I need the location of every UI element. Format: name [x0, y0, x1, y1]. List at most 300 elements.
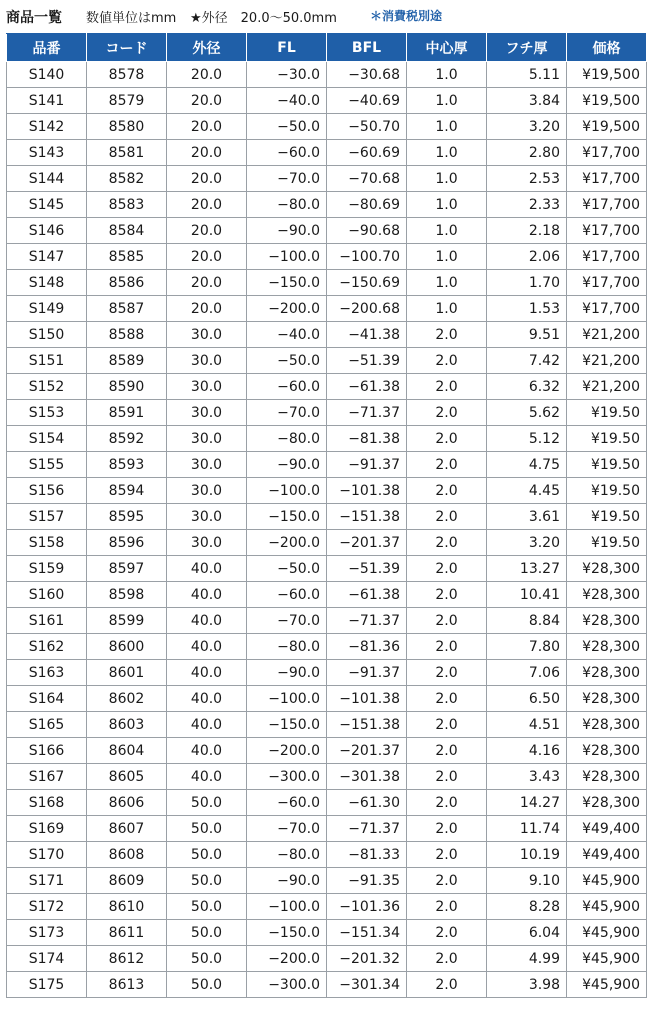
- col-code-cell: 8600: [87, 634, 167, 660]
- col-bfl-cell: −51.39: [327, 556, 407, 582]
- col-edge-thickness-cell: 6.04: [487, 920, 567, 946]
- col-code-cell: 8585: [87, 244, 167, 270]
- col-edge-thickness-cell: 2.80: [487, 140, 567, 166]
- col-edge-thickness-cell: 9.51: [487, 322, 567, 348]
- col-center-thickness-cell: 1.0: [407, 88, 487, 114]
- col-center-thickness-cell: 2.0: [407, 530, 487, 556]
- col-fl-cell: −300.0: [247, 972, 327, 998]
- col-outer-diameter-cell: 30.0: [167, 504, 247, 530]
- table-row: [7, 166, 647, 192]
- col-part-no-cell: S161: [7, 608, 87, 634]
- col-price-cell: ¥45,900: [567, 972, 647, 998]
- col-bfl-cell: −151.38: [327, 712, 407, 738]
- col-edge-thickness-cell: 1.53: [487, 296, 567, 322]
- table-row: [7, 764, 647, 790]
- col-center-thickness-cell: 1.0: [407, 244, 487, 270]
- col-price-cell: ¥19,500: [567, 62, 647, 88]
- col-edge-thickness-cell: 10.19: [487, 842, 567, 868]
- table-row: [7, 946, 647, 972]
- col-outer-diameter-cell: 40.0: [167, 764, 247, 790]
- col-outer-diameter-cell: 50.0: [167, 894, 247, 920]
- col-part-no-cell: S166: [7, 738, 87, 764]
- col-fl-cell: −60.0: [247, 374, 327, 400]
- table-row: [7, 400, 647, 426]
- product-table: [6, 33, 647, 998]
- col-part-no-cell: S157: [7, 504, 87, 530]
- table-row: [7, 920, 647, 946]
- col-center-thickness-cell: 2.0: [407, 452, 487, 478]
- col-edge-thickness-cell: 9.10: [487, 868, 567, 894]
- col-code-cell: 8609: [87, 868, 167, 894]
- col-price-cell: ¥45,900: [567, 946, 647, 972]
- col-code-cell: 8603: [87, 712, 167, 738]
- col-edge-thickness-cell: 4.16: [487, 738, 567, 764]
- table-row: [7, 634, 647, 660]
- col-center-thickness-cell: 2.0: [407, 660, 487, 686]
- col-part-no-cell: S160: [7, 582, 87, 608]
- col-price-cell: ¥28,300: [567, 660, 647, 686]
- col-fl-cell: −200.0: [247, 296, 327, 322]
- col-bfl-cell: −301.34: [327, 972, 407, 998]
- table-row: [7, 790, 647, 816]
- col-fl-cell: −90.0: [247, 660, 327, 686]
- col-part-no-cell: S163: [7, 660, 87, 686]
- col-center-thickness-cell: 2.0: [407, 608, 487, 634]
- col-center-thickness-cell: 2.0: [407, 790, 487, 816]
- table-row: [7, 868, 647, 894]
- col-edge-thickness-cell: 4.51: [487, 712, 567, 738]
- col-fl-cell: −50.0: [247, 114, 327, 140]
- table-row: [7, 608, 647, 634]
- tax-note: ＊消費税別途: [370, 9, 443, 23]
- col-price-cell: ¥21,200: [567, 348, 647, 374]
- col-center-thickness-cell: 2.0: [407, 400, 487, 426]
- col-code-cell: 8612: [87, 946, 167, 972]
- col-fl-cell: −70.0: [247, 816, 327, 842]
- col-center-thickness-cell: 2.0: [407, 322, 487, 348]
- col-code-cell: 8591: [87, 400, 167, 426]
- col-edge-thickness-cell: 5.12: [487, 426, 567, 452]
- col-outer-diameter-cell: 40.0: [167, 608, 247, 634]
- col-part-no-cell: S155: [7, 452, 87, 478]
- col-center-thickness-cell: 2.0: [407, 920, 487, 946]
- col-center-thickness-cell: 2.0: [407, 348, 487, 374]
- col-part-no-cell: S141: [7, 88, 87, 114]
- col-code-cell: 8598: [87, 582, 167, 608]
- col-part-no-cell: S140: [7, 62, 87, 88]
- col-center-thickness-cell: 1.0: [407, 270, 487, 296]
- col-center-thickness-cell: 2.0: [407, 634, 487, 660]
- col-fl-cell: −50.0: [247, 348, 327, 374]
- col-bfl-cell: −81.38: [327, 426, 407, 452]
- col-code-cell: 8588: [87, 322, 167, 348]
- col-price-cell: ¥45,900: [567, 920, 647, 946]
- col-outer-diameter-header: 外径: [167, 34, 247, 62]
- col-outer-diameter-cell: 20.0: [167, 114, 247, 140]
- col-edge-thickness-cell: 4.75: [487, 452, 567, 478]
- col-fl-cell: −200.0: [247, 530, 327, 556]
- col-price-cell: ¥19,500: [567, 88, 647, 114]
- col-outer-diameter-cell: 50.0: [167, 790, 247, 816]
- col-code-cell: 8613: [87, 972, 167, 998]
- col-center-thickness-cell: 2.0: [407, 842, 487, 868]
- col-code-cell: 8595: [87, 504, 167, 530]
- col-bfl-cell: −71.37: [327, 400, 407, 426]
- table-row: [7, 322, 647, 348]
- col-outer-diameter-cell: 20.0: [167, 140, 247, 166]
- col-bfl-cell: −61.30: [327, 790, 407, 816]
- col-center-thickness-cell: 2.0: [407, 686, 487, 712]
- col-bfl-cell: −91.37: [327, 452, 407, 478]
- page-title: 商品一覧: [6, 10, 62, 26]
- col-bfl-cell: −101.38: [327, 686, 407, 712]
- col-fl-cell: −150.0: [247, 712, 327, 738]
- col-code-cell: 8592: [87, 426, 167, 452]
- col-edge-thickness-cell: 3.98: [487, 972, 567, 998]
- table-row: [7, 816, 647, 842]
- col-edge-thickness-cell: 3.20: [487, 114, 567, 140]
- col-price-cell: ¥45,900: [567, 894, 647, 920]
- col-fl-cell: −90.0: [247, 218, 327, 244]
- col-bfl-cell: −101.36: [327, 894, 407, 920]
- col-part-no-cell: S147: [7, 244, 87, 270]
- col-code-cell: 8583: [87, 192, 167, 218]
- col-price-cell: ¥17,700: [567, 218, 647, 244]
- col-price-cell: ¥28,300: [567, 634, 647, 660]
- col-outer-diameter-cell: 50.0: [167, 816, 247, 842]
- col-outer-diameter-cell: 40.0: [167, 556, 247, 582]
- col-center-thickness-cell: 2.0: [407, 816, 487, 842]
- col-bfl-cell: −70.68: [327, 166, 407, 192]
- col-fl-cell: −150.0: [247, 920, 327, 946]
- col-bfl-cell: −50.70: [327, 114, 407, 140]
- col-bfl-cell: −90.68: [327, 218, 407, 244]
- col-bfl-cell: −200.68: [327, 296, 407, 322]
- table-row: [7, 738, 647, 764]
- col-part-no-cell: S169: [7, 816, 87, 842]
- col-code-cell: 8607: [87, 816, 167, 842]
- table-row: [7, 88, 647, 114]
- table-row: [7, 374, 647, 400]
- table-row: [7, 244, 647, 270]
- col-center-thickness-cell: 2.0: [407, 738, 487, 764]
- col-outer-diameter-cell: 20.0: [167, 88, 247, 114]
- col-outer-diameter-cell: 40.0: [167, 660, 247, 686]
- col-edge-thickness-cell: 2.53: [487, 166, 567, 192]
- table-row: [7, 686, 647, 712]
- col-center-thickness-cell: 1.0: [407, 140, 487, 166]
- col-bfl-cell: −51.39: [327, 348, 407, 374]
- col-center-thickness-cell: 2.0: [407, 582, 487, 608]
- col-center-thickness-cell: 1.0: [407, 166, 487, 192]
- col-fl-cell: −300.0: [247, 764, 327, 790]
- col-bfl-cell: −71.37: [327, 816, 407, 842]
- col-fl-cell: −90.0: [247, 452, 327, 478]
- col-code-cell: 8601: [87, 660, 167, 686]
- table-row: [7, 114, 647, 140]
- col-outer-diameter-cell: 20.0: [167, 218, 247, 244]
- col-price-cell: ¥28,300: [567, 556, 647, 582]
- col-fl-cell: −60.0: [247, 582, 327, 608]
- col-bfl-cell: −41.38: [327, 322, 407, 348]
- col-price-cell: ¥28,300: [567, 738, 647, 764]
- col-fl-cell: −150.0: [247, 504, 327, 530]
- table-row: [7, 504, 647, 530]
- col-edge-thickness-cell: 6.50: [487, 686, 567, 712]
- col-part-no-cell: S172: [7, 894, 87, 920]
- col-bfl-cell: −201.37: [327, 530, 407, 556]
- col-code-cell: 8596: [87, 530, 167, 556]
- col-center-thickness-cell: 2.0: [407, 894, 487, 920]
- col-bfl-cell: −151.38: [327, 504, 407, 530]
- col-bfl-cell: −301.38: [327, 764, 407, 790]
- col-outer-diameter-cell: 30.0: [167, 400, 247, 426]
- col-outer-diameter-cell: 30.0: [167, 530, 247, 556]
- col-edge-thickness-cell: 2.18: [487, 218, 567, 244]
- col-bfl-cell: −91.35: [327, 868, 407, 894]
- table-row: [7, 452, 647, 478]
- col-fl-cell: −40.0: [247, 322, 327, 348]
- col-center-thickness-cell: 2.0: [407, 972, 487, 998]
- table-header-row: [7, 34, 647, 62]
- col-price-cell: ¥21,200: [567, 374, 647, 400]
- col-outer-diameter-cell: 50.0: [167, 972, 247, 998]
- table-row: [7, 426, 647, 452]
- col-fl-cell: −150.0: [247, 270, 327, 296]
- col-price-cell: ¥28,300: [567, 608, 647, 634]
- col-outer-diameter-cell: 40.0: [167, 712, 247, 738]
- col-bfl-cell: −151.34: [327, 920, 407, 946]
- table-row: [7, 556, 647, 582]
- col-price-cell: ¥19.50: [567, 426, 647, 452]
- col-fl-cell: −70.0: [247, 166, 327, 192]
- col-center-thickness-cell: 2.0: [407, 946, 487, 972]
- col-price-cell: ¥28,300: [567, 790, 647, 816]
- col-center-thickness-cell: 2.0: [407, 712, 487, 738]
- col-part-no-cell: S146: [7, 218, 87, 244]
- col-fl-cell: −80.0: [247, 192, 327, 218]
- col-part-no-cell: S150: [7, 322, 87, 348]
- col-price-cell: ¥28,300: [567, 764, 647, 790]
- table-row: [7, 660, 647, 686]
- col-outer-diameter-cell: 20.0: [167, 192, 247, 218]
- col-bfl-cell: −91.37: [327, 660, 407, 686]
- col-edge-thickness-cell: 13.27: [487, 556, 567, 582]
- col-center-thickness-cell: 1.0: [407, 114, 487, 140]
- col-outer-diameter-cell: 20.0: [167, 62, 247, 88]
- table-row: [7, 842, 647, 868]
- col-code-cell: 8579: [87, 88, 167, 114]
- col-edge-thickness-header: フチ厚: [487, 34, 567, 62]
- col-outer-diameter-cell: 30.0: [167, 452, 247, 478]
- col-edge-thickness-cell: 11.74: [487, 816, 567, 842]
- col-code-header: コード: [87, 34, 167, 62]
- col-price-cell: ¥19.50: [567, 478, 647, 504]
- table-row: [7, 192, 647, 218]
- col-code-cell: 8580: [87, 114, 167, 140]
- col-fl-cell: −50.0: [247, 556, 327, 582]
- col-part-no-cell: S170: [7, 842, 87, 868]
- col-outer-diameter-cell: 20.0: [167, 244, 247, 270]
- col-part-no-cell: S144: [7, 166, 87, 192]
- col-fl-cell: −90.0: [247, 868, 327, 894]
- col-fl-cell: −60.0: [247, 140, 327, 166]
- col-bfl-cell: −40.69: [327, 88, 407, 114]
- col-price-cell: ¥28,300: [567, 686, 647, 712]
- col-outer-diameter-cell: 50.0: [167, 920, 247, 946]
- col-bfl-cell: −201.32: [327, 946, 407, 972]
- col-edge-thickness-cell: 3.43: [487, 764, 567, 790]
- col-edge-thickness-cell: 4.99: [487, 946, 567, 972]
- col-code-cell: 8587: [87, 296, 167, 322]
- col-part-no-cell: S158: [7, 530, 87, 556]
- col-part-no-cell: S167: [7, 764, 87, 790]
- col-fl-cell: −40.0: [247, 88, 327, 114]
- col-code-cell: 8582: [87, 166, 167, 192]
- col-outer-diameter-cell: 50.0: [167, 946, 247, 972]
- col-center-thickness-cell: 2.0: [407, 478, 487, 504]
- col-bfl-cell: −80.69: [327, 192, 407, 218]
- col-outer-diameter-cell: 50.0: [167, 842, 247, 868]
- col-code-cell: 8597: [87, 556, 167, 582]
- col-outer-diameter-cell: 20.0: [167, 166, 247, 192]
- col-outer-diameter-cell: 20.0: [167, 296, 247, 322]
- col-code-cell: 8602: [87, 686, 167, 712]
- table-row: [7, 140, 647, 166]
- col-code-cell: 8610: [87, 894, 167, 920]
- col-edge-thickness-cell: 4.45: [487, 478, 567, 504]
- col-fl-cell: −200.0: [247, 946, 327, 972]
- col-part-no-cell: S168: [7, 790, 87, 816]
- col-fl-cell: −30.0: [247, 62, 327, 88]
- col-edge-thickness-cell: 8.28: [487, 894, 567, 920]
- col-fl-cell: −70.0: [247, 608, 327, 634]
- col-part-no-cell: S171: [7, 868, 87, 894]
- col-price-cell: ¥49,400: [567, 816, 647, 842]
- col-part-no-cell: S159: [7, 556, 87, 582]
- col-price-cell: ¥19,500: [567, 114, 647, 140]
- range-note: ★外径 20.0〜50.0mm: [190, 11, 337, 26]
- table-row: [7, 972, 647, 998]
- col-price-cell: ¥19.50: [567, 452, 647, 478]
- col-code-cell: 8593: [87, 452, 167, 478]
- col-outer-diameter-cell: 40.0: [167, 686, 247, 712]
- col-center-thickness-cell: 1.0: [407, 192, 487, 218]
- col-part-no-cell: S164: [7, 686, 87, 712]
- col-outer-diameter-cell: 20.0: [167, 270, 247, 296]
- col-edge-thickness-cell: 10.41: [487, 582, 567, 608]
- col-price-cell: ¥49,400: [567, 842, 647, 868]
- col-price-cell: ¥17,700: [567, 192, 647, 218]
- col-price-cell: ¥28,300: [567, 712, 647, 738]
- col-outer-diameter-cell: 30.0: [167, 322, 247, 348]
- col-edge-thickness-cell: 7.06: [487, 660, 567, 686]
- col-part-no-cell: S145: [7, 192, 87, 218]
- col-fl-cell: −100.0: [247, 244, 327, 270]
- col-fl-cell: −70.0: [247, 400, 327, 426]
- table-row: [7, 530, 647, 556]
- col-bfl-cell: −100.70: [327, 244, 407, 270]
- col-fl-cell: −80.0: [247, 842, 327, 868]
- col-code-cell: 8581: [87, 140, 167, 166]
- table-row: [7, 712, 647, 738]
- col-edge-thickness-cell: 7.42: [487, 348, 567, 374]
- col-edge-thickness-cell: 14.27: [487, 790, 567, 816]
- col-edge-thickness-cell: 8.84: [487, 608, 567, 634]
- col-code-cell: 8608: [87, 842, 167, 868]
- col-bfl-header: BFL: [327, 34, 407, 62]
- col-bfl-cell: −150.69: [327, 270, 407, 296]
- col-center-thickness-cell: 2.0: [407, 556, 487, 582]
- col-bfl-cell: −201.37: [327, 738, 407, 764]
- col-center-thickness-cell: 2.0: [407, 764, 487, 790]
- col-price-cell: ¥17,700: [567, 140, 647, 166]
- col-price-header: 価格: [567, 34, 647, 62]
- col-center-thickness-cell: 1.0: [407, 218, 487, 244]
- table-row: [7, 296, 647, 322]
- col-edge-thickness-cell: 6.32: [487, 374, 567, 400]
- col-code-cell: 8605: [87, 764, 167, 790]
- col-edge-thickness-cell: 1.70: [487, 270, 567, 296]
- col-bfl-cell: −30.68: [327, 62, 407, 88]
- col-code-cell: 8590: [87, 374, 167, 400]
- table-row: [7, 218, 647, 244]
- col-edge-thickness-cell: 3.84: [487, 88, 567, 114]
- col-edge-thickness-cell: 3.61: [487, 504, 567, 530]
- col-bfl-cell: −60.69: [327, 140, 407, 166]
- col-edge-thickness-cell: 2.06: [487, 244, 567, 270]
- col-part-no-cell: S143: [7, 140, 87, 166]
- col-bfl-cell: −81.36: [327, 634, 407, 660]
- col-code-cell: 8589: [87, 348, 167, 374]
- col-price-cell: ¥21,200: [567, 322, 647, 348]
- col-edge-thickness-cell: 5.11: [487, 62, 567, 88]
- col-code-cell: 8606: [87, 790, 167, 816]
- col-bfl-cell: −81.33: [327, 842, 407, 868]
- col-code-cell: 8586: [87, 270, 167, 296]
- table-row: [7, 478, 647, 504]
- col-outer-diameter-cell: 40.0: [167, 738, 247, 764]
- col-part-no-cell: S152: [7, 374, 87, 400]
- col-part-no-cell: S174: [7, 946, 87, 972]
- table-row: [7, 894, 647, 920]
- table-row: [7, 348, 647, 374]
- col-fl-cell: −100.0: [247, 686, 327, 712]
- col-fl-header: FL: [247, 34, 327, 62]
- col-fl-cell: −80.0: [247, 634, 327, 660]
- col-price-cell: ¥17,700: [567, 270, 647, 296]
- col-fl-cell: −200.0: [247, 738, 327, 764]
- col-part-no-cell: S142: [7, 114, 87, 140]
- col-price-cell: ¥17,700: [567, 166, 647, 192]
- col-part-no-cell: S151: [7, 348, 87, 374]
- table-row: [7, 270, 647, 296]
- col-code-cell: 8594: [87, 478, 167, 504]
- col-price-cell: ¥17,700: [567, 244, 647, 270]
- col-bfl-cell: −61.38: [327, 582, 407, 608]
- col-price-cell: ¥17,700: [567, 296, 647, 322]
- col-center-thickness-cell: 2.0: [407, 374, 487, 400]
- col-part-no-cell: S173: [7, 920, 87, 946]
- col-bfl-cell: −71.37: [327, 608, 407, 634]
- table-row: [7, 62, 647, 88]
- col-price-cell: ¥19.50: [567, 530, 647, 556]
- col-outer-diameter-cell: 30.0: [167, 426, 247, 452]
- col-center-thickness-cell: 2.0: [407, 426, 487, 452]
- col-part-no-cell: S148: [7, 270, 87, 296]
- col-part-no-cell: S175: [7, 972, 87, 998]
- col-price-cell: ¥19.50: [567, 504, 647, 530]
